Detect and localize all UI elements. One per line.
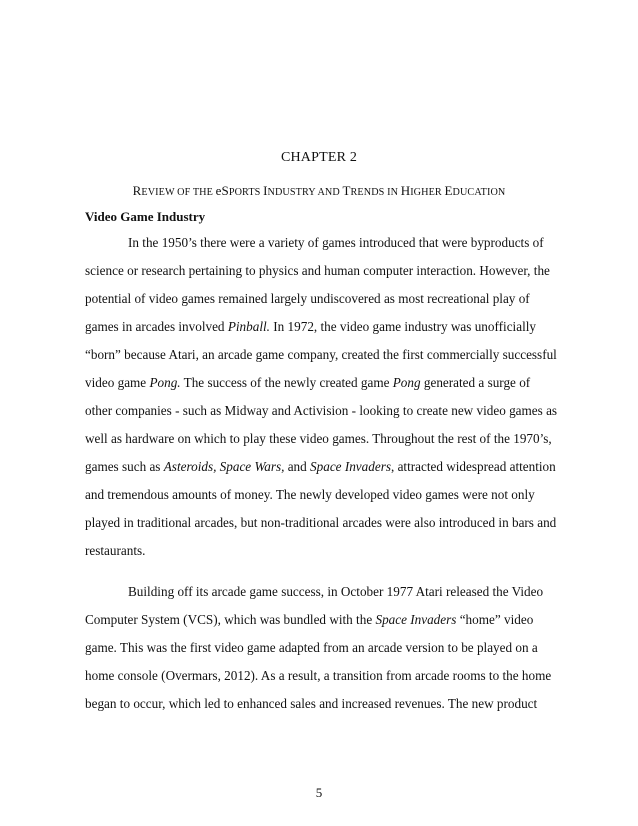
game-title: Asteroids, Space Wars, [163, 459, 285, 474]
body-text: science or research pertaining to physics and human computer interaction. However, the [85, 263, 550, 278]
body-text: , attracted widespread attention [390, 459, 556, 474]
body-text: Computer System (VCS), which was bundled with the [85, 612, 376, 627]
game-title: Pinball. [227, 319, 270, 334]
title-part: T [342, 183, 351, 198]
body-text: The success of the newly created game [180, 375, 393, 390]
game-title: Pong. [149, 375, 181, 390]
body-text: generated a surge of [420, 375, 531, 390]
body-line [85, 291, 530, 307]
title-part: H [400, 183, 411, 198]
body-text: potential of video games remained largely undiscovered as most recreational play of [85, 291, 530, 306]
body-text: played in traditional arcades, but non-traditional arcades were also introduced in bars and [85, 515, 557, 530]
title-part: E [444, 183, 453, 198]
body-line [85, 640, 538, 656]
body-line [85, 612, 533, 628]
body-line [85, 319, 536, 335]
body-line [85, 403, 557, 419]
body-text: Building off its arcade game success, in October 1977 Atari released the Video [128, 584, 544, 599]
body-line [128, 584, 543, 600]
body-text: restaurants. [85, 543, 146, 558]
body-text: In 1972, the video game industry was unofficially [269, 319, 536, 334]
title-part: PORTS [228, 187, 264, 198]
title-part: DUCATION [452, 187, 506, 198]
body-text: “home” video [456, 612, 534, 627]
title-part: eS [215, 183, 229, 198]
game-title: Pong [392, 375, 421, 390]
body-text: home console (Overmars, 2012). As a result, a transition from arcade rooms to the home [85, 668, 552, 683]
body-text: game. This was the first video game adapted from an arcade version to be played on a [85, 640, 538, 655]
body-text: “born” because Atari, an arcade game company, created the first commercially successful [85, 347, 557, 362]
body-line [128, 235, 544, 251]
title-part: I [263, 183, 268, 198]
body-line [85, 347, 557, 363]
title-part: EVIEW OF THE [141, 187, 216, 198]
body-line [85, 668, 551, 684]
section-heading: Video Game Industry [85, 209, 206, 224]
chapter-title [0, 183, 638, 199]
body-line [85, 375, 530, 391]
page-number: 5 [315, 785, 323, 800]
body-text: In the 1950’s there were a variety of games introduced that were byproducts of [128, 235, 544, 250]
body-line [85, 263, 550, 279]
title-part: IGHER [410, 187, 445, 198]
body-text: began to occur, which led to enhanced sales and increased revenues. The new product [85, 696, 538, 711]
body-text: and [284, 459, 311, 474]
game-title: Space Invaders [375, 612, 457, 627]
body-line [85, 515, 556, 531]
body-text: video game [85, 375, 150, 390]
body-text: games in arcades involved [85, 319, 228, 334]
game-title: Space Invaders [310, 459, 391, 474]
body-line [85, 487, 535, 503]
body-line [85, 459, 556, 475]
title-part: NDUSTRY AND [267, 187, 343, 198]
body-text: and tremendous amounts of money. The newly developed video games were not only [85, 487, 535, 502]
chapter-label: CHAPTER 2 [280, 150, 358, 165]
body-text: well as hardware on which to play these video games. Throughout the rest of the 1970’s, [85, 431, 552, 446]
title-part: RENDS IN [350, 187, 401, 198]
body-line [85, 431, 552, 447]
title-part: R [132, 183, 142, 198]
body-line [85, 543, 145, 559]
body-text: other companies - such as Midway and Activision - looking to create new video games as [85, 403, 558, 418]
body-text: games such as [85, 459, 164, 474]
body-line [85, 696, 537, 712]
